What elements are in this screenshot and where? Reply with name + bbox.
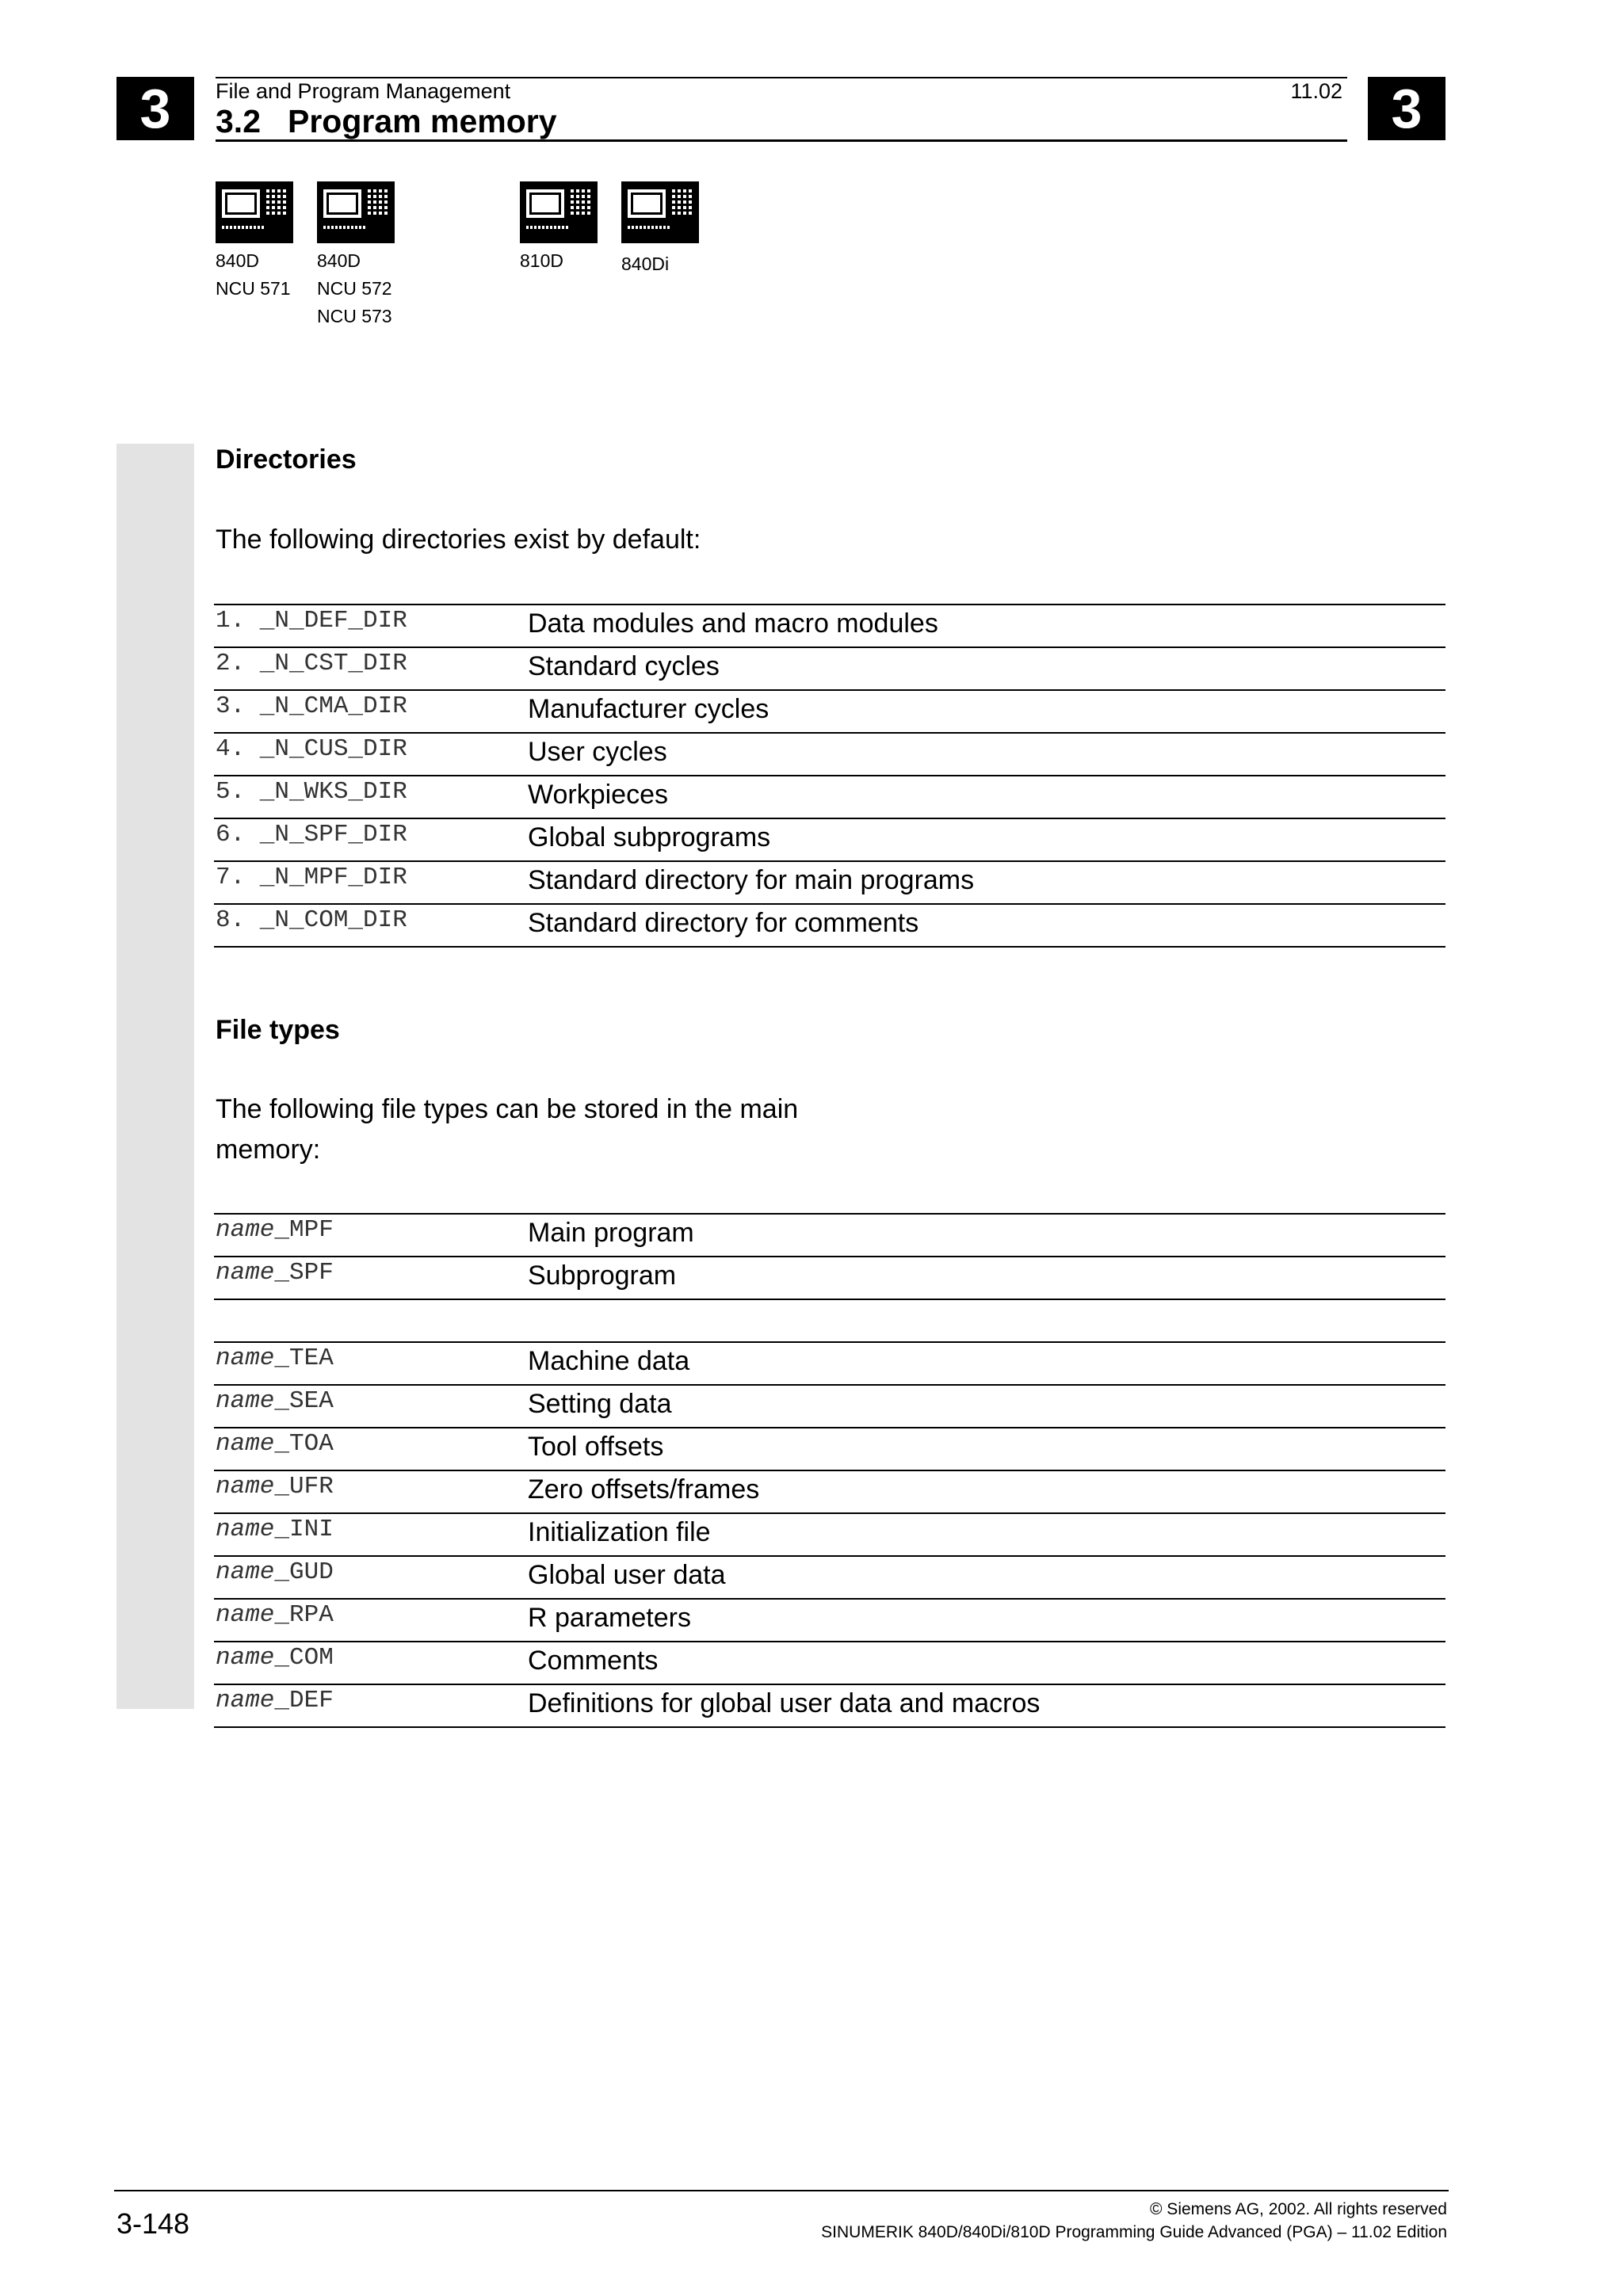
file-type-suffix: _TOA	[274, 1430, 334, 1458]
section-title: Program memory	[288, 103, 557, 139]
file-type-prefix: name	[216, 1216, 275, 1244]
footer-rule	[114, 2190, 1449, 2191]
control-unit-label-line: 840D	[317, 250, 361, 271]
directory-description: Standard directory for comments	[528, 908, 919, 938]
table-row	[214, 1470, 1445, 1512]
file-type-description: R parameters	[528, 1603, 691, 1633]
file-type-name	[216, 1687, 334, 1714]
version-label: 11.02	[1290, 79, 1342, 103]
file-type-description: Main program	[528, 1218, 694, 1248]
table-row	[214, 604, 1445, 646]
table-row	[214, 818, 1445, 860]
file-types-heading: File types	[216, 1015, 340, 1045]
file-type-prefix: name	[216, 1516, 275, 1543]
table-row	[214, 860, 1445, 903]
table-row	[214, 1213, 1445, 1256]
file-type-name	[216, 1216, 334, 1244]
file-type-name	[216, 1344, 334, 1372]
directory-description: User cycles	[528, 737, 667, 767]
file-type-suffix: _MPF	[274, 1216, 334, 1244]
control-unit-label	[216, 247, 291, 303]
file-type-suffix: _TEA	[274, 1344, 334, 1372]
control-unit-label-line: NCU 572	[317, 278, 392, 299]
directory-name: 2. _N_CST_DIR	[216, 650, 407, 677]
sidebar-marker	[116, 444, 194, 1709]
header-rule-bottom	[216, 139, 1347, 142]
file-type-suffix: _DEF	[274, 1687, 334, 1714]
file-type-prefix: name	[216, 1601, 275, 1629]
control-unit-label-line: 810D	[520, 250, 563, 271]
file-type-prefix: name	[216, 1558, 275, 1586]
control-unit-label	[520, 247, 563, 275]
file-type-prefix: name	[216, 1430, 275, 1458]
file-types-intro-line1: The following file types can be stored in the main	[216, 1094, 799, 1124]
file-types-intro-line2: memory:	[216, 1135, 321, 1165]
table-group-gap	[214, 1299, 1445, 1341]
table-row	[214, 732, 1445, 775]
directory-description: Workpieces	[528, 780, 668, 810]
table-row	[214, 689, 1445, 732]
page-number: 3-148	[116, 2207, 190, 2240]
file-type-prefix: name	[216, 1259, 275, 1287]
table-row	[214, 1684, 1445, 1728]
file-type-description: Initialization file	[528, 1517, 711, 1547]
file-type-description: Subprogram	[528, 1261, 677, 1291]
section-subtitle: File and Program Management	[216, 79, 511, 103]
table-row	[214, 1256, 1445, 1299]
file-type-description: Setting data	[528, 1389, 672, 1419]
file-type-suffix: _SEA	[274, 1387, 334, 1415]
file-type-name	[216, 1644, 334, 1672]
directory-description: Global subprograms	[528, 822, 771, 852]
file-type-description: Comments	[528, 1646, 659, 1676]
edition-note: SINUMERIK 840D/840Di/810D Programming Guide Advanced (PGA) – 11.02 Edition	[821, 2223, 1447, 2241]
directories-intro: The following directories exist by default:	[216, 524, 701, 555]
file-type-name	[216, 1601, 334, 1629]
table-row	[214, 646, 1445, 689]
file-type-prefix: name	[216, 1687, 275, 1714]
control-unit-icon	[317, 181, 395, 243]
file-type-name	[216, 1516, 334, 1543]
file-type-description: Machine data	[528, 1346, 690, 1376]
control-unit-icon	[621, 181, 699, 243]
control-unit-label	[317, 247, 392, 330]
directory-name: 5. _N_WKS_DIR	[216, 778, 407, 806]
section-number: 3.2	[216, 103, 261, 139]
directory-description: Data modules and macro modules	[528, 608, 938, 639]
file-type-name	[216, 1387, 334, 1415]
page-title	[216, 103, 557, 140]
file-type-prefix: name	[216, 1644, 275, 1672]
directory-name: 3. _N_CMA_DIR	[216, 692, 407, 720]
file-type-prefix: name	[216, 1387, 275, 1415]
directory-description: Standard directory for main programs	[528, 865, 975, 895]
control-unit-label-line: 840Di	[621, 254, 670, 274]
control-unit-label-line: NCU 571	[216, 278, 291, 299]
file-type-suffix: _COM	[274, 1644, 334, 1672]
table-row	[214, 903, 1445, 948]
file-type-name	[216, 1473, 334, 1501]
chapter-number: 3	[139, 78, 171, 139]
control-unit-label-line: NCU 573	[317, 306, 392, 326]
file-type-suffix: _SPF	[274, 1259, 334, 1287]
file-type-prefix: name	[216, 1344, 275, 1372]
file-type-name	[216, 1558, 334, 1586]
file-type-description: Zero offsets/frames	[528, 1474, 760, 1505]
file-type-description: Definitions for global user data and macros	[528, 1688, 1041, 1718]
file-type-name	[216, 1259, 334, 1287]
directory-name: 7. _N_MPF_DIR	[216, 864, 407, 891]
copyright-notice: © Siemens AG, 2002. All rights reserved	[1150, 2200, 1447, 2218]
directory-name: 8. _N_COM_DIR	[216, 906, 407, 934]
control-unit-icon	[520, 181, 598, 243]
header-rule-top	[216, 77, 1347, 78]
file-type-name	[216, 1430, 334, 1458]
file-type-prefix: name	[216, 1473, 275, 1501]
control-unit-label	[621, 250, 669, 278]
directories-heading: Directories	[216, 444, 357, 475]
chapter-number: 3	[1391, 78, 1423, 139]
table-row	[214, 1512, 1445, 1555]
chapter-number-box-right	[1368, 77, 1445, 140]
table-row	[214, 1341, 1445, 1384]
file-types-intro	[216, 1089, 798, 1170]
file-type-suffix: _RPA	[274, 1601, 334, 1629]
directories-table	[214, 604, 1445, 948]
directory-name: 6. _N_SPF_DIR	[216, 821, 407, 849]
control-unit-label-line: 840D	[216, 250, 259, 271]
file-type-suffix: _UFR	[274, 1473, 334, 1501]
table-row	[214, 1427, 1445, 1470]
file-types-table	[214, 1213, 1445, 1728]
directory-name: 1. _N_DEF_DIR	[216, 607, 407, 635]
directory-description: Standard cycles	[528, 651, 720, 681]
directory-name: 4. _N_CUS_DIR	[216, 735, 407, 763]
file-type-suffix: _GUD	[274, 1558, 334, 1586]
file-type-description: Global user data	[528, 1560, 726, 1590]
table-row	[214, 1384, 1445, 1427]
table-row	[214, 775, 1445, 818]
control-unit-icon	[216, 181, 293, 243]
directory-description: Manufacturer cycles	[528, 694, 769, 724]
chapter-number-box-left	[116, 77, 194, 140]
file-type-description: Tool offsets	[528, 1432, 664, 1462]
table-row	[214, 1598, 1445, 1641]
file-type-suffix: _INI	[274, 1516, 334, 1543]
table-row	[214, 1555, 1445, 1598]
table-row	[214, 1641, 1445, 1684]
